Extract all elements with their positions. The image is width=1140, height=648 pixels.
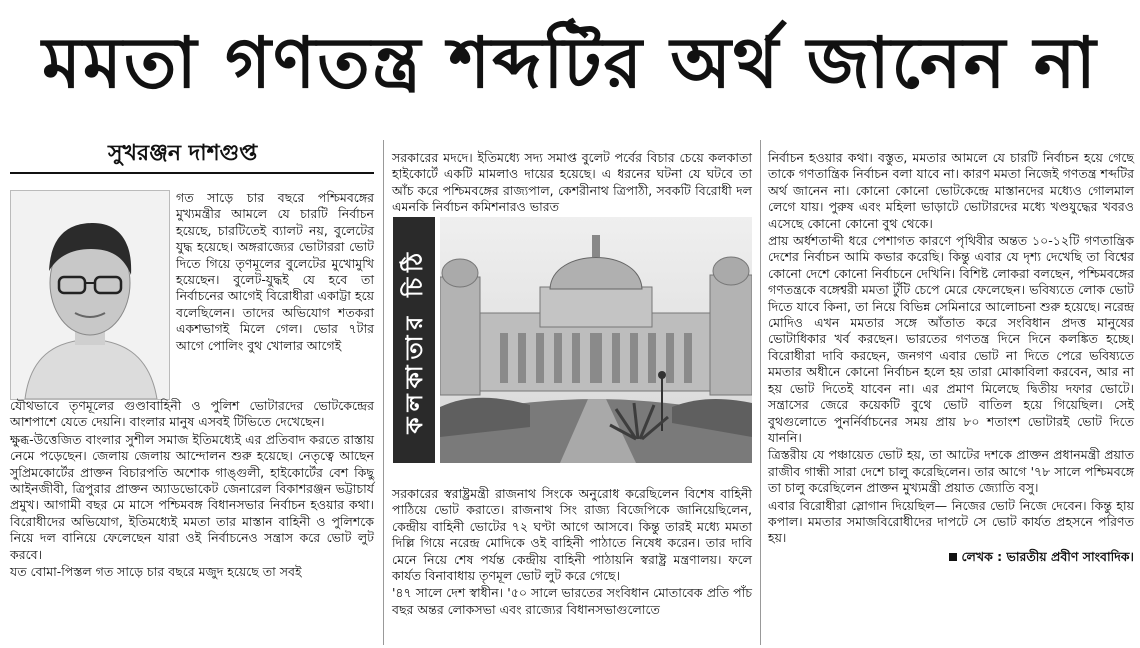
paragraph: ত্রিস্তরীয় যে পঞ্চায়েত ভোট হয়, তা আটের দশকে প্রাক্তন প্রধানমন্ত্রী প্রয়াত রাজীব গান্ধী সারা দেশে চালু করেছিলেন। তার আগে '৭৮ সালে পশ্চিমবঙ্গে তা চালু করেছিলেন প্রাক্তন মুখ্যমন্ত্রী প্রয়াত জ্যোতি বসু। bbox=[768, 447, 1134, 496]
paragraph: প্রায় অর্ধশতাব্দী ধরে পেশাগত কারণে পৃথিবীর অন্তত ১০-১২টি গণতান্ত্রিক দেশের নির্বাচন আমি কভার করেছি। কিন্তু এবার যে দৃশ্য দেখেছি তা বিশ্বের কোনো দেশে কোনো নির্বাচনে দেখিনি। বিশিষ্ট লোকরা বলছেন, পশ্চিমবঙ্গের গণতন্ত্রকে বঙ্গেশ্বরী মমতা টুঁটি চেপে মেরে ফেলেছেন। ভবিষ্যতে লোক ভোট দিতে যাবে কিনা, তা নিয়ে বিভিন্ন সেমিনারে আলোচনা শুরু হয়েছে। নরেন্দ্র মোদিও এখন মমতার সঙ্গে আঁতাত করে সংবিধান প্রদত্ত মানুষের ভোটাধিকার খর্ব করছেন। ভারতের গণতন্ত্র দিনে দিনে কলঙ্কিত হচ্ছে। বিরোধীরা দাবি করছেন, জনগণ এবার ভোট না দিতে পেরে ভবিষ্যতে মমতার অধীনে কোনো নির্বাচন হলে হয় তারা মোকাবিলা করবেন, আর না হয় ভোট দিতেই যাবেন না। এর প্রমাণ মিলেছে দ্বিতীয় দফার ভোটে। সন্ত্রাসের জেরে কয়েকটি বুথে ভোট বাতিল হয়ে গিয়েছিল। সেই বুথগুলোতে পুনর্নির্বাচনের সময় প্রায় ৮০ শতাংশ ভোটারই ভোট দিতে যাননি। bbox=[768, 233, 1134, 445]
headline: মমতা গণতন্ত্র শব্দটির অর্থ জানেন না bbox=[42, 22, 1098, 104]
paragraph: যত বোমা-পিস্তল গত সাড়ে চার বছরে মজুদ হয়েছে তা সবই bbox=[10, 564, 302, 580]
byline bbox=[768, 549, 1134, 565]
paragraph: '৪৭ সালে দেশ স্বাধীন। '৫০ সালে ভারতের সংবিধান মোতাবেক প্রতি পাঁচ বছর অন্তর লোকসভা এবং রাজ্যের বিধানসভাগুলোতে bbox=[392, 585, 752, 617]
paragraph: সরকারের মদদে। ইতিমধ্যে সদ্য সমাপ্ত বুলেট পর্বের বিচার চেয়ে কলকাতা হাইকোর্টে একটি মামলাও দায়ের হয়েছে। এ ধরনের ঘটনা যে ঘটবে তা আঁচ করে পশ্চিমবঙ্গের রাজ্যপাল, কেশরীনাথ ত্রিপাঠী, সবকটি বিরোধী দল এমনকি নির্বাচন কমিশনারও ভারত bbox=[392, 150, 752, 215]
column-2-top bbox=[392, 150, 752, 217]
author-name: সুখরঞ্জন দাশগুপ্ত bbox=[108, 141, 258, 166]
paragraph: গত সাড়ে চার বছরে পশ্চিমবঙ্গের মুখ্যমন্ত্রীর আমলে যে চারটি নির্বাচন হয়েছে, চারটিতেই ব্যালট নয়, বুলেটের যুদ্ধ হয়েছে। অঙ্গরাজ্যের ভোটাররা ভোট দিতে গিয়ে তৃণমূলের বুলেটের মুখোমুখি হয়েছেন। বুলেট-যুদ্ধই যে হবে তা নির্বাচনের আগেই বিরোধীরা একাট্টা হয়ে বলেছিলেন। তাদের অভিযোগ শতকরা একশভাগই মিলে গেল। ভোর ৭টার আগে পোলিং বুথ খোলার আগেই bbox=[176, 190, 374, 353]
section-label: কলকাতার চিঠি bbox=[401, 246, 428, 434]
column-1-bottom bbox=[10, 398, 374, 581]
paragraph: নির্বাচন হওয়ার কথা। বস্তুত, মমতার আমলে যে চারটি নির্বাচন হয়ে গেছে তাকে গণতান্ত্রিক নির্বাচন বলা যাবে না। কারণ মমতা নিজেই গণতন্ত্র শব্দটির অর্থ জানেন না। কোনো কোনো ভোটকেন্দ্রে মাস্তানদের মধ্যেও গোলমাল লেগে যায়। পুরুষ এবং মহিলা ভাড়াটে ভোটারদের মধ্যে খণ্ডযুদ্ধের খবরও এসেছে কোনো কোনো বুথ থেকে। bbox=[768, 150, 1134, 231]
column-1-top bbox=[176, 190, 374, 355]
paragraph: সরকারের স্বরাষ্ট্রমন্ত্রী রাজনাথ সিংকে অনুরোধ করেছিলেন বিশেষ বাহিনী পাঠিয়ে ভোট করাতে। রাজনাথ সিং রাজ্য বিজেপিকে জানিয়েছিলেন, কেন্দ্রীয় বাহিনী ভোটের ৭২ ঘণ্টা আগে আসবে। কিন্তু তারই মধ্যে মমতা দিল্লি গিয়ে নরেন্দ্র মোদিকে ওই বাহিনী পাঠাতে নিষেধ করেন। তার দাবি মেনে নিয়ে শেষ পর্যন্ত কেন্দ্রীয় বাহিনী পাঠায়নি স্বরাষ্ট্র মন্ত্রণালয়। ফলে কার্যত বিনাবাধায় তৃণমূল ভোট লুট করে গেছে। bbox=[392, 486, 752, 584]
column-2-bottom bbox=[392, 486, 752, 619]
section-label-bar bbox=[393, 217, 435, 463]
square-bullet-icon bbox=[949, 553, 957, 561]
byline-text: লেখক : ভারতীয় প্রবীণ সাংবাদিক। bbox=[961, 548, 1134, 564]
paragraph: এবার বিরোধীরা স্লোগান দিয়েছিল— নিজের ভোট নিজে দেবেন। কিন্তু হায় কপাল। মমতার সমাজবিরোধীদের দাপটে সে ভোট কার্যত প্রহসনে পরিণত হয়। bbox=[768, 497, 1134, 546]
paragraph: ক্ষুব্ধ-উত্তেজিত বাংলার সুশীল সমাজ ইতিমধ্যেই এর প্রতিবাদ করতে রাস্তায় নেমে পড়েছেন। জেলায় জেলায় আন্দোলন শুরু হয়েছে। নেতৃত্বে আছেন সুপ্রিমকোর্টের প্রাক্তন বিচারপতি অশোক গাঙ্গুলী, হাইকোর্টের বেশ কিছু আইনজীবী, ত্রিপুরার প্রাক্তন অ্যাডভোকেট জেনারেল বিকাশরঞ্জন ভট্টাচার্য প্রমুখ। আগামী বছর মে মাসে পশ্চিমবঙ্গ বিধানসভার নির্বাচন হওয়ার কথা। বিরোধীদের অভিযোগ, ইতিমধ্যেই মমতা তার মাস্তান বাহিনী ও পুলিশকে নিয়ে দল বানিয়ে ফেলেছেন যারা ওই নির্বাচনেও সন্ত্রাস করে ভোট লুট করবে। bbox=[10, 431, 374, 562]
column-divider bbox=[383, 140, 384, 645]
column-divider bbox=[760, 140, 761, 645]
victoria-memorial-photo bbox=[440, 217, 752, 463]
author-photo bbox=[10, 190, 170, 400]
author-rule bbox=[10, 172, 374, 174]
column-3 bbox=[768, 150, 1134, 565]
paragraph: যৌথভাবে তৃণমূলের গুণ্ডাবাহিনী ও পুলিশ ভোটারদের ভোটকেন্দ্রের আশপাশে যেতে দেয়নি। বাংলার মানুষ এসবই টিভিতে দেখেছেন। bbox=[10, 398, 374, 430]
